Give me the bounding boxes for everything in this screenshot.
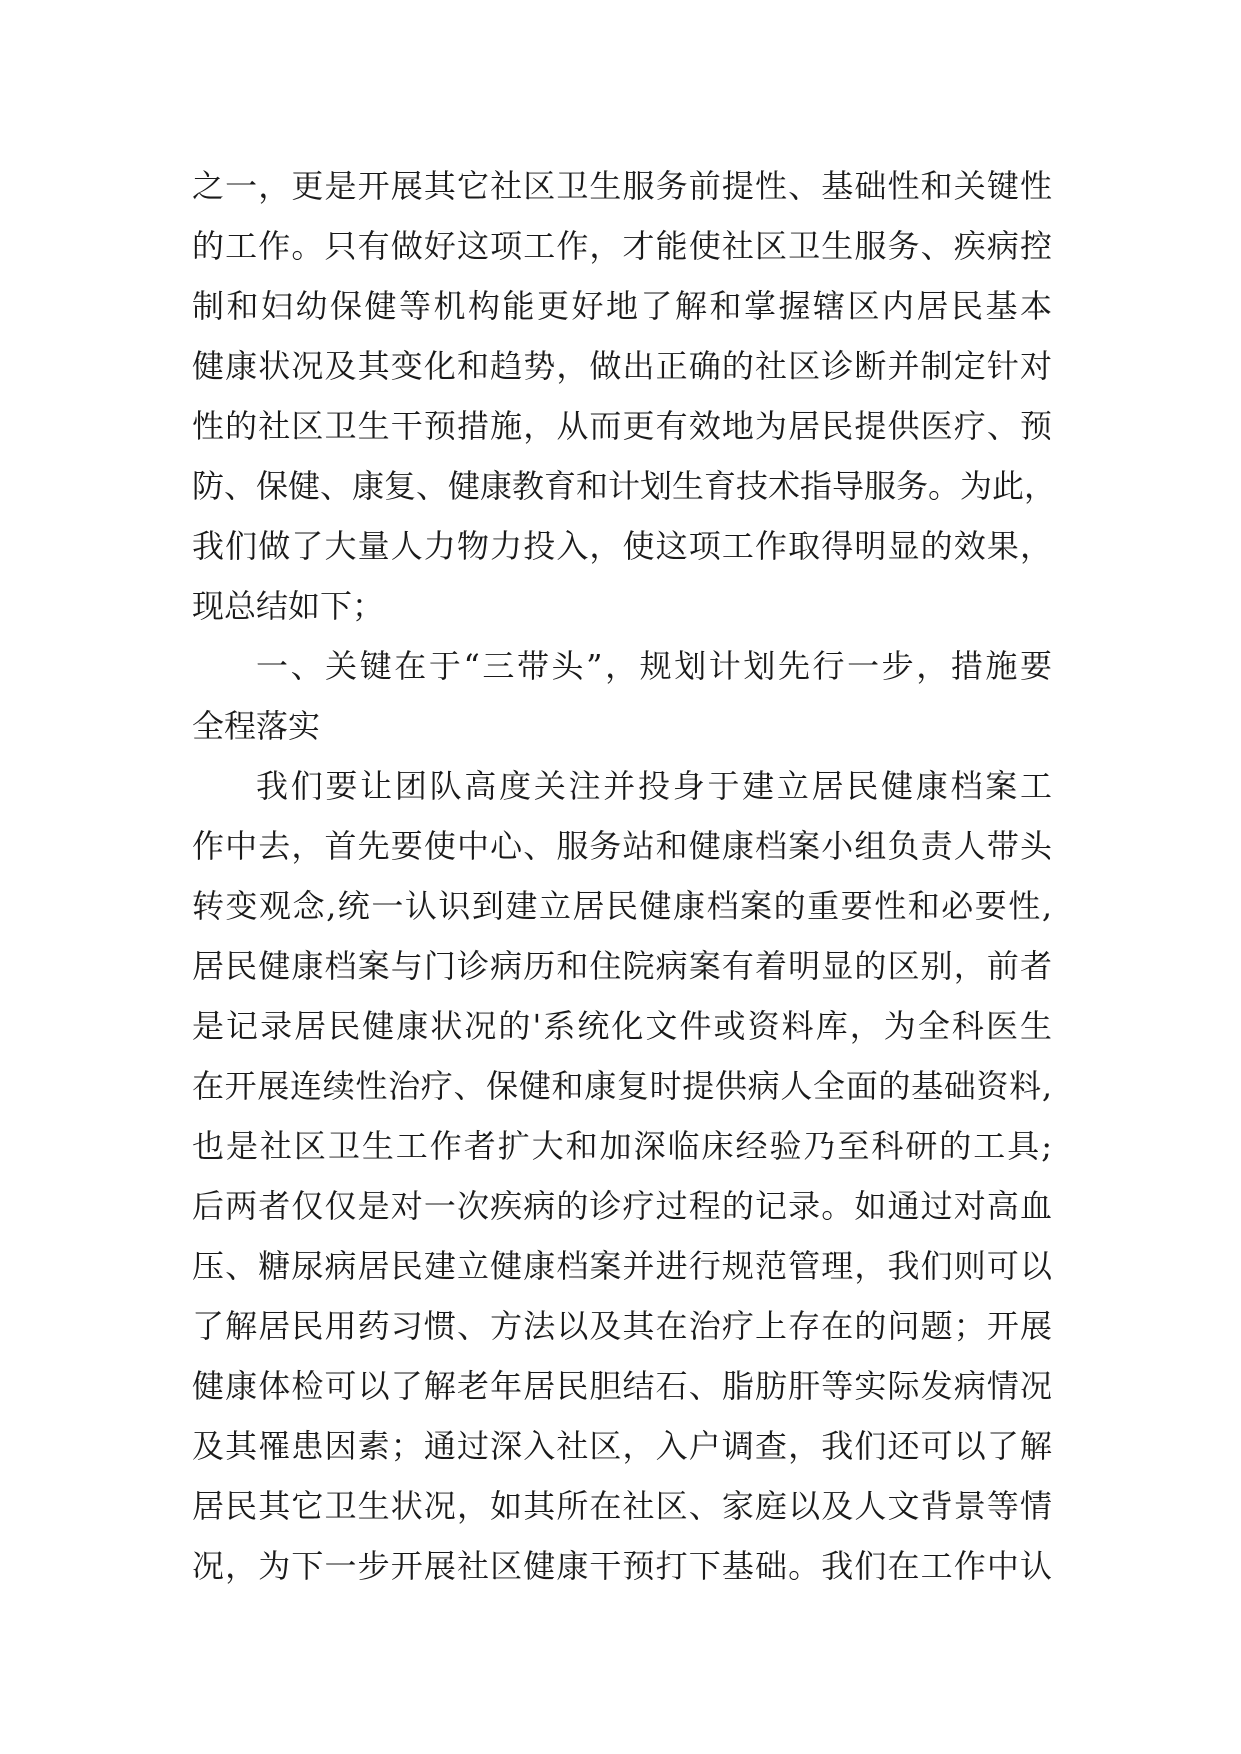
text-line: 也是社区卫生工作者扩大和加深临床经验乃至科研的工具; [192, 1127, 1052, 1165]
text-line: 是记录居民健康状况的'系统化文件或资料库，为全科医生 [192, 1007, 1052, 1045]
text-line: 况，为下一步开展社区健康干预打下基础。我们在工作中认 [192, 1547, 1052, 1585]
text-line: 在开展连续性治疗、保健和康复时提供病人全面的基础资料, [192, 1067, 1052, 1105]
text-line: 压、糖尿病居民建立健康档案并进行规范管理，我们则可以 [192, 1247, 1052, 1285]
text-line: 作中去，首先要使中心、服务站和健康档案小组负责人带头 [192, 827, 1052, 865]
text-line: 防、保健、康复、健康教育和计划生育技术指导服务。为此， [192, 467, 1057, 505]
text-line: 的工作。只有做好这项工作，才能使社区卫生服务、疾病控 [192, 227, 1052, 265]
text-line: 健康体检可以了解老年居民胆结石、脂肪肝等实际发病情况 [192, 1367, 1052, 1405]
text-line: 居民其它卫生状况，如其所在社区、家庭以及人文背景等情 [192, 1487, 1052, 1525]
text-line: 居民健康档案与门诊病历和住院病案有着明显的区别，前者 [192, 947, 1052, 985]
text-line: 及其罹患因素；通过深入社区，入户调查，我们还可以了解 [192, 1427, 1052, 1465]
text-line: 性的社区卫生干预措施，从而更有效地为居民提供医疗、预 [192, 407, 1052, 445]
text-line: 转变观念,统一认识到建立居民健康档案的重要性和必要性, [192, 887, 1052, 925]
text-line: 现总结如下； [192, 587, 385, 625]
text-line: 我们做了大量人力物力投入，使这项工作取得明显的效果， [192, 527, 1052, 565]
body-text [192, 156, 1057, 1596]
text-line: 一、关键在于“三带头”，规划计划先行一步，措施要 [256, 647, 1052, 685]
text-line: 健康状况及其变化和趋势，做出正确的社区诊断并制定针对 [192, 347, 1052, 385]
text-line: 后两者仅仅是对一次疾病的诊疗过程的记录。如通过对高血 [192, 1187, 1052, 1225]
text-line: 了解居民用药习惯、方法以及其在治疗上存在的问题；开展 [192, 1307, 1052, 1345]
text-line: 之一，更是开展其它社区卫生服务前提性、基础性和关键性 [192, 167, 1052, 205]
text-line: 我们要让团队高度关注并投身于建立居民健康档案工 [256, 767, 1052, 805]
text-line: 制和妇幼保健等机构能更好地了解和掌握辖区内居民基本 [192, 287, 1052, 325]
text-line: 全程落实 [192, 707, 321, 745]
